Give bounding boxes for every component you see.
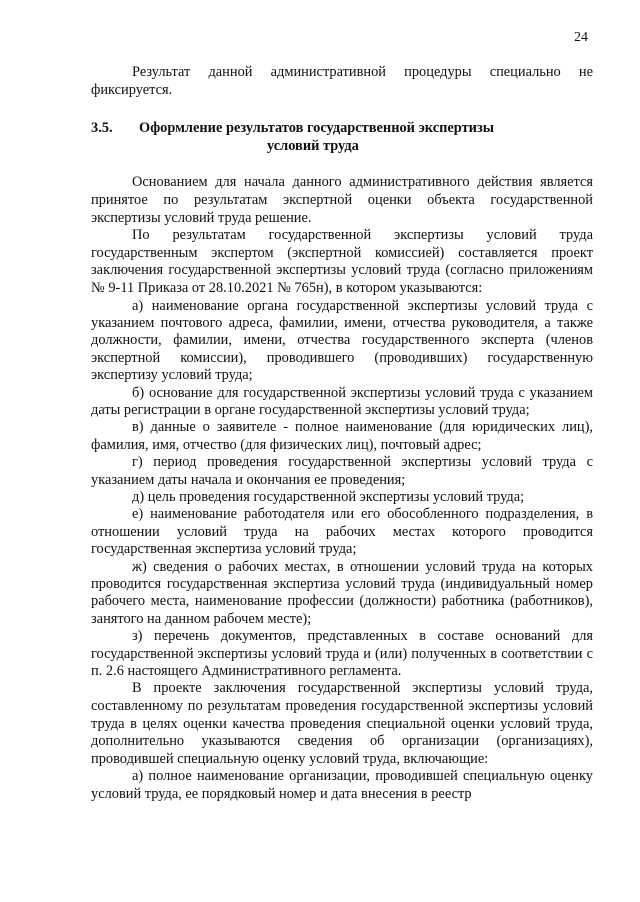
section-number: 3.5. [91, 120, 113, 137]
intro-paragraph: Результат данной административной процедуры специально не фиксируется. [91, 64, 593, 98]
list-item: е) наименование работодателя или его обособленного подразделения, в отношении условий труда на рабочих местах которого проводится государственная экспертиза условий труда; [91, 506, 593, 558]
list-item: а) наименование органа государственной экспертизы условий труда с указанием почтового адреса, фамилии, имени, отчества руководителя, а также должности, фамилии, имени, отчества государственного эксперта (членов экспертной комиссии), проводившего (проводивших) государственную экспертизу условий труда; [91, 297, 593, 384]
section-title-line1: Оформление результатов государственной экспертизы [139, 120, 494, 137]
list-item: б) основание для государственной экспертизы условий труда с указанием даты регистрации в органе государственной экспертизы условий труда; [91, 384, 593, 418]
list-item: з) перечень документов, представленных в составе оснований для государственной экспертизы условий труда и (или) полученных в соответствии с п. 2.6 настоящего Административного регламента. [91, 628, 593, 680]
section-title-line2: условий труда [267, 137, 359, 154]
page-number: 24 [574, 30, 588, 45]
paragraph-additional: В проекте заключения государственной экспертизы условий труда, составленному по результатам проведения государственной экспертизы условий труда в целях оценки качества проведения специальной оценки условий труда, дополнительно указываются сведения об организации (организациях), проводившей специальную оценку условий труда, включающие: [91, 680, 593, 767]
section-heading [91, 120, 593, 155]
list-item: г) период проведения государственной экспертизы условий труда с указанием даты начала и окончания ее проведения; [91, 454, 593, 488]
list-item: ж) сведения о рабочих местах, в отношении условий труда на которых проводится государственная экспертиза условий труда (индивидуальный номер рабочего места, наименование профессии (должности) работника (работников), занятого на данном рабочем месте); [91, 558, 593, 627]
list-item: в) данные о заявителе - полное наименование (для юридических лиц), фамилия, имя, отчество (для физических лиц), почтовый адрес; [91, 419, 593, 453]
document-body [91, 64, 593, 804]
final-list-item: а) полное наименование организации, проводившей специальную оценку условий труда, ее порядковый номер и дата внесения в реестр [91, 768, 593, 803]
paragraph: Основанием для начала данного административного действия является принятое по результатам экспертной оценки объекта государственной экспертизы условий труда решение. [91, 174, 593, 226]
list-item: д) цель проведения государственной экспертизы условий труда; [132, 489, 525, 505]
paragraph: По результатам государственной экспертизы условий труда государственным экспертом (экспертной комиссией) составляется проект заключения государственной экспертизы условий труда (согласно приложениям № 9-11 Приказа от 28.10.2021 № 765н), в котором указываются: [91, 227, 593, 296]
